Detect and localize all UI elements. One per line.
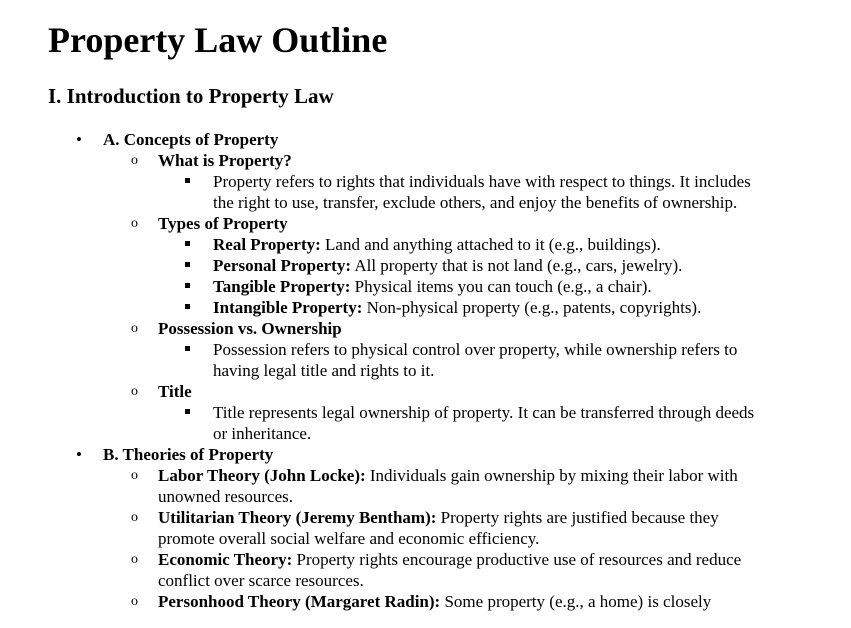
bullet-circle-icon [131,591,138,612]
term-label: Real Property: [213,235,321,254]
subsection-heading: B. Theories of Property [103,445,274,464]
list-item [0,150,851,213]
bullet-circle-icon [131,150,138,171]
outline-body [0,129,851,612]
list-item [0,381,851,444]
bullet-square-icon [185,346,190,351]
bullet-text: Title represents legal ownership of property. It can be transferred through deeds or inheritance. [213,403,755,443]
bullet-square-icon [185,283,190,288]
outline-level-2 [103,150,851,444]
outline-level-3 [158,402,851,444]
list-item [0,465,851,507]
bullet-circle-icon [131,507,138,528]
outline-level-2 [103,465,851,612]
topic-label: Types of Property [158,214,288,233]
list-item [0,276,761,297]
bullet-square-icon [185,409,190,414]
theory-description: Individuals gain ownership by mixing their labor with unowned resources. [158,466,738,506]
outline-level-3 [158,171,851,213]
outline-level-3 [158,234,851,318]
list-item [0,318,851,381]
bullet-square-icon [185,241,190,246]
term-definition: All property that is not land (e.g., cars, jewelry). [351,256,683,275]
bullet-square-icon [185,304,190,309]
bullet-circle-icon [131,381,138,402]
bullet-dot-icon [76,444,82,465]
topic-label: What is Property? [158,151,292,170]
bullet-text [213,234,761,255]
section-heading: I. Introduction to Property Law [48,84,334,108]
theory-description: Some property (e.g., a home) is closely [440,592,712,611]
theory-description: Property rights encourage productive use of resources and reduce conflict over scarce resources. [158,550,742,590]
term-definition: Land and anything attached to it (e.g., buildings). [320,235,661,254]
list-item [0,402,761,444]
list-item [0,234,761,255]
bullet-text [213,255,761,276]
bullet-text: Property refers to rights that individuals have with respect to things. It includes the right to use, transfer, exclude others, and enjoy the benefits of ownership. [213,172,751,212]
term-label: Intangible Property: [213,298,363,317]
term-definition: Physical items you can touch (e.g., a chair). [350,277,652,296]
theory-text [158,591,760,612]
list-item [0,549,851,591]
theory-label: Personhood Theory (Margaret Radin): [158,592,441,611]
term-label: Personal Property: [213,256,352,275]
topic-label: Title [158,382,192,401]
theory-text [158,465,760,507]
list-item [0,507,851,549]
outline-level-1 [0,129,851,612]
theory-text [158,507,760,549]
bullet-text: Possession refers to physical control over property, while ownership refers to having legal title and rights to it. [213,340,738,380]
theory-text [158,549,760,591]
list-item [0,297,761,318]
subsection-heading: A. Concepts of Property [103,130,279,149]
bullet-square-icon [185,178,190,183]
bullet-circle-icon [131,549,138,570]
bullet-text [213,297,761,318]
theory-label: Economic Theory: [158,550,293,569]
bullet-text [213,276,761,297]
list-item [0,255,761,276]
page-title: Property Law Outline [48,20,388,60]
theory-label: Utilitarian Theory (Jeremy Bentham): [158,508,437,527]
term-label: Tangible Property: [213,277,351,296]
outline-item-a [0,129,851,444]
term-definition: Non-physical property (e.g., patents, copyrights). [362,298,702,317]
list-item [0,213,851,318]
list-item [0,339,761,381]
outline-level-3 [158,339,851,381]
theory-label: Labor Theory (John Locke): [158,466,366,485]
bullet-circle-icon [131,318,138,339]
bullet-square-icon [185,262,190,267]
list-item [0,591,851,612]
list-item [0,171,761,213]
bullet-circle-icon [131,213,138,234]
theory-description: Property rights are justified because they promote overall social welfare and economic efficiency. [158,508,719,548]
bullet-dot-icon [76,129,82,150]
bullet-circle-icon [131,465,138,486]
topic-label: Possession vs. Ownership [158,319,342,338]
outline-item-b [0,444,851,612]
